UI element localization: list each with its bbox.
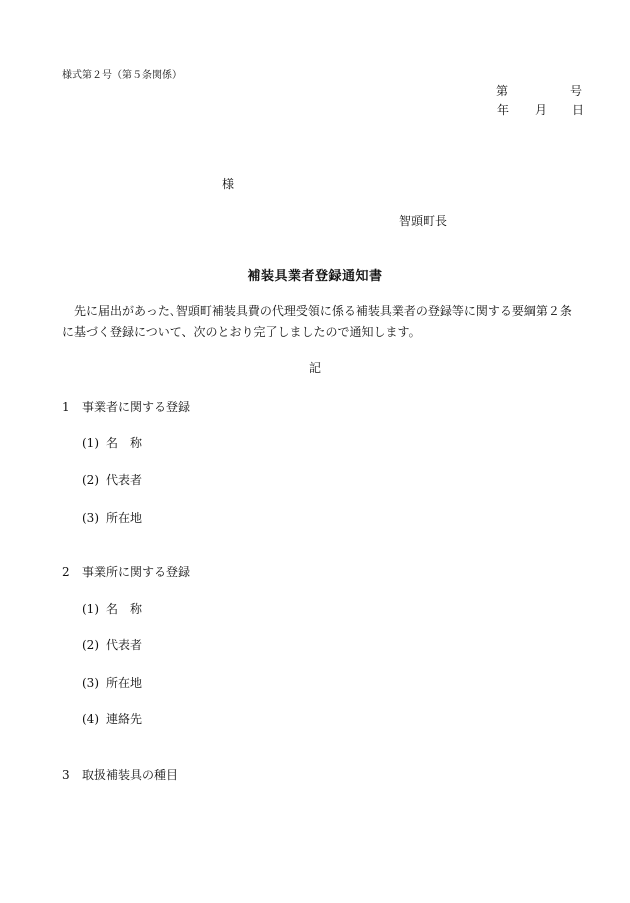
- item-number: (2): [82, 473, 99, 487]
- list-item: [82, 674, 142, 691]
- list-item: [82, 509, 142, 526]
- section-heading: [62, 766, 178, 783]
- item-label: 連絡先: [106, 712, 143, 726]
- item-label: 代表者: [106, 638, 143, 652]
- sender-name: 智頭町長: [399, 214, 448, 228]
- list-item: [82, 434, 142, 451]
- item-label: 所在地: [106, 511, 143, 525]
- body-line: に基づく登録について、次のとおり完了しましたので通知します。: [62, 325, 421, 339]
- item-number: (1): [82, 436, 99, 450]
- section-heading: [62, 563, 190, 580]
- date-year-label: 年: [497, 103, 510, 117]
- section-heading: [62, 398, 190, 415]
- item-label: 名 称: [106, 602, 143, 616]
- body-line: 先に届出があった､智頭町補装具費の代理受領に係る補装具業者の登録等に関する要綱第２条: [62, 304, 572, 318]
- list-item: [82, 471, 142, 488]
- item-number: (3): [82, 676, 99, 690]
- document-title: 補装具業者登録通知書: [247, 269, 383, 284]
- section-title: 取扱補装具の種目: [82, 768, 179, 782]
- section-number: 2: [62, 565, 70, 579]
- section-title: 事業所に関する登録: [82, 565, 191, 579]
- section-title: 事業者に関する登録: [82, 400, 191, 414]
- ki-heading: 記: [308, 361, 321, 375]
- item-label: 名 称: [106, 436, 143, 450]
- document-number-prefix: 第: [496, 84, 509, 98]
- addressee-honorific: 様: [222, 177, 235, 191]
- item-label: 所在地: [106, 676, 143, 690]
- section-number: 1: [62, 400, 70, 414]
- section-number: 3: [62, 768, 70, 782]
- item-number: (2): [82, 638, 99, 652]
- item-number: (4): [82, 712, 99, 726]
- list-item: [82, 600, 142, 617]
- document-number-suffix: 号: [570, 84, 583, 98]
- item-number: (3): [82, 511, 99, 525]
- item-label: 代表者: [106, 473, 143, 487]
- list-item: [82, 636, 142, 653]
- list-item: [82, 710, 142, 727]
- date-day-label: 日: [572, 103, 585, 117]
- body-paragraph: [62, 301, 584, 343]
- date-month-label: 月: [535, 103, 548, 117]
- item-number: (1): [82, 602, 99, 616]
- form-label: 様式第２号（第５条関係）: [62, 70, 182, 81]
